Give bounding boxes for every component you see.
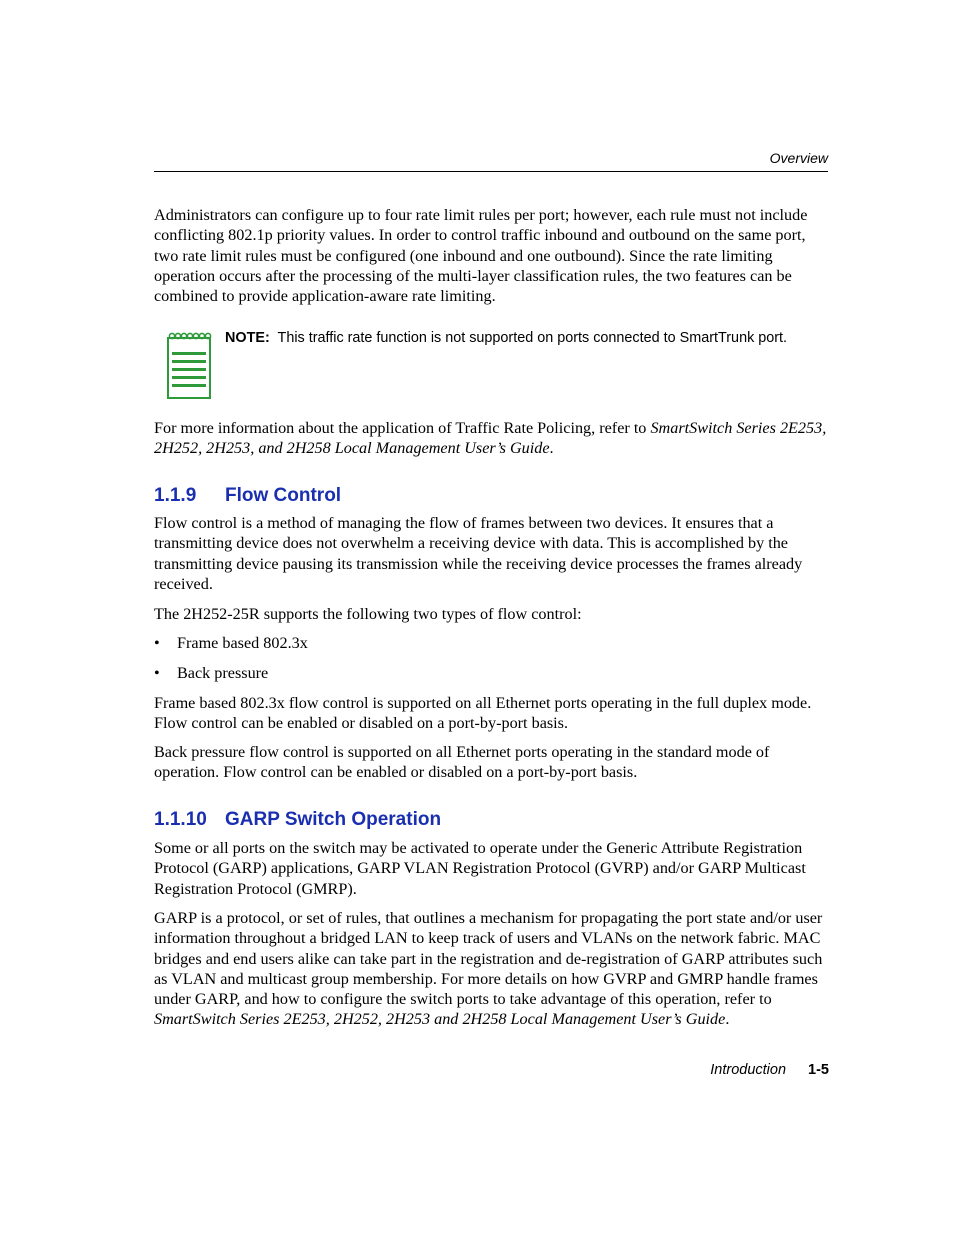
flow-paragraph-1: Flow control is a method of managing the flow of frames between two devices. It ensures that a transmitting device does not overwhelm a receiving device with data. This is accomplished by the transmitting device pausing its transmission while the receiving device processes the frames already received.	[154, 514, 803, 593]
list-item-text: Frame based 802.3x	[177, 634, 308, 652]
section-heading-flow-control	[154, 485, 341, 507]
section-title: Flow Control	[225, 485, 342, 506]
header-title: Overview	[769, 150, 828, 166]
note-text: This traffic rate function is not supported on ports connected to SmartTrunk port.	[277, 330, 788, 346]
flow-paragraph-3: Frame based 802.3x flow control is supported on all Ethernet ports operating in the full duplex mode. Flow control can be enabled or disabled on a port-by-port basis.	[154, 694, 812, 733]
more-info-prefix: For more information about the application of Traffic Rate Policing, refer to	[154, 419, 651, 437]
note	[225, 329, 825, 349]
flow-paragraph-2: The 2H252-25R supports the following two types of flow control:	[154, 605, 582, 623]
garp-paragraph-2-suffix: .	[725, 1010, 730, 1029]
flow-paragraph-4: Back pressure flow control is supported on all Ethernet ports operating in the standard mode of operation. Flow control can be enabled or disabled on a port-by-port basis.	[154, 743, 770, 782]
garp-paragraph-1: Some or all ports on the switch may be activated to operate under the Generic Attribute Registration Protocol (GARP) applications, GARP VLAN Registration Protocol (GVRP) and/or GARP Multicast Registration Protocol (GMRP).	[154, 839, 806, 898]
section-number: 1.1.9	[154, 485, 197, 506]
section-title: GARP Switch Operation	[225, 809, 442, 830]
garp-paragraph-2	[154, 908, 828, 1030]
bullet-marker: •	[154, 664, 160, 682]
guide-reference[interactable]: SmartSwitch Series 2E253, 2H252, 2H253, and 2H258 Local Management User’s Guide	[154, 419, 827, 458]
garp-paragraph-2-text: GARP is a protocol, or set of rules, that outlines a mechanism for propagating the port state and/or user information throughout a bridged LAN to keep track of users and VLANs on the network fabric. MAC bridges and end users alike can take part in the registration and de-registration of GARP attributes such as VLAN and multicast group membership. For more details on how GVRP and GMRP handle frames under GARP, and how to configure the switch ports to take advantage of this operation, refer to	[154, 909, 823, 1009]
guide-reference[interactable]: SmartSwitch Series 2E253, 2H252, 2H253 and 2H258 Local Management User’s Guide	[154, 1010, 726, 1029]
list-item-text: Back pressure	[177, 664, 269, 682]
note-label: NOTE:	[225, 330, 270, 346]
section-heading-garp	[154, 809, 441, 831]
intro-paragraph: Administrators can configure up to four rate limit rules per port; however, each rule must not include conflicting 802.1p priority values. In order to control traffic inbound and outbound on the same port, two rate limit rules must be configured (one inbound and one outbound). Since the rate limiting operation occurs after the processing of the multi-layer classification rules, the two features can be combined to provide application-aware rate limiting.	[154, 206, 808, 306]
page-footer	[710, 1062, 829, 1078]
more-info-paragraph	[154, 418, 828, 459]
note-icon	[166, 330, 214, 400]
list-item	[154, 663, 268, 683]
more-info-suffix: .	[549, 439, 554, 458]
page-header	[154, 150, 828, 172]
section-number: 1.1.10	[154, 809, 207, 830]
list-item	[154, 633, 308, 653]
page-number: 1-5	[808, 1062, 829, 1078]
footer-section-name: Introduction	[710, 1062, 787, 1078]
bullet-marker: •	[154, 634, 160, 652]
